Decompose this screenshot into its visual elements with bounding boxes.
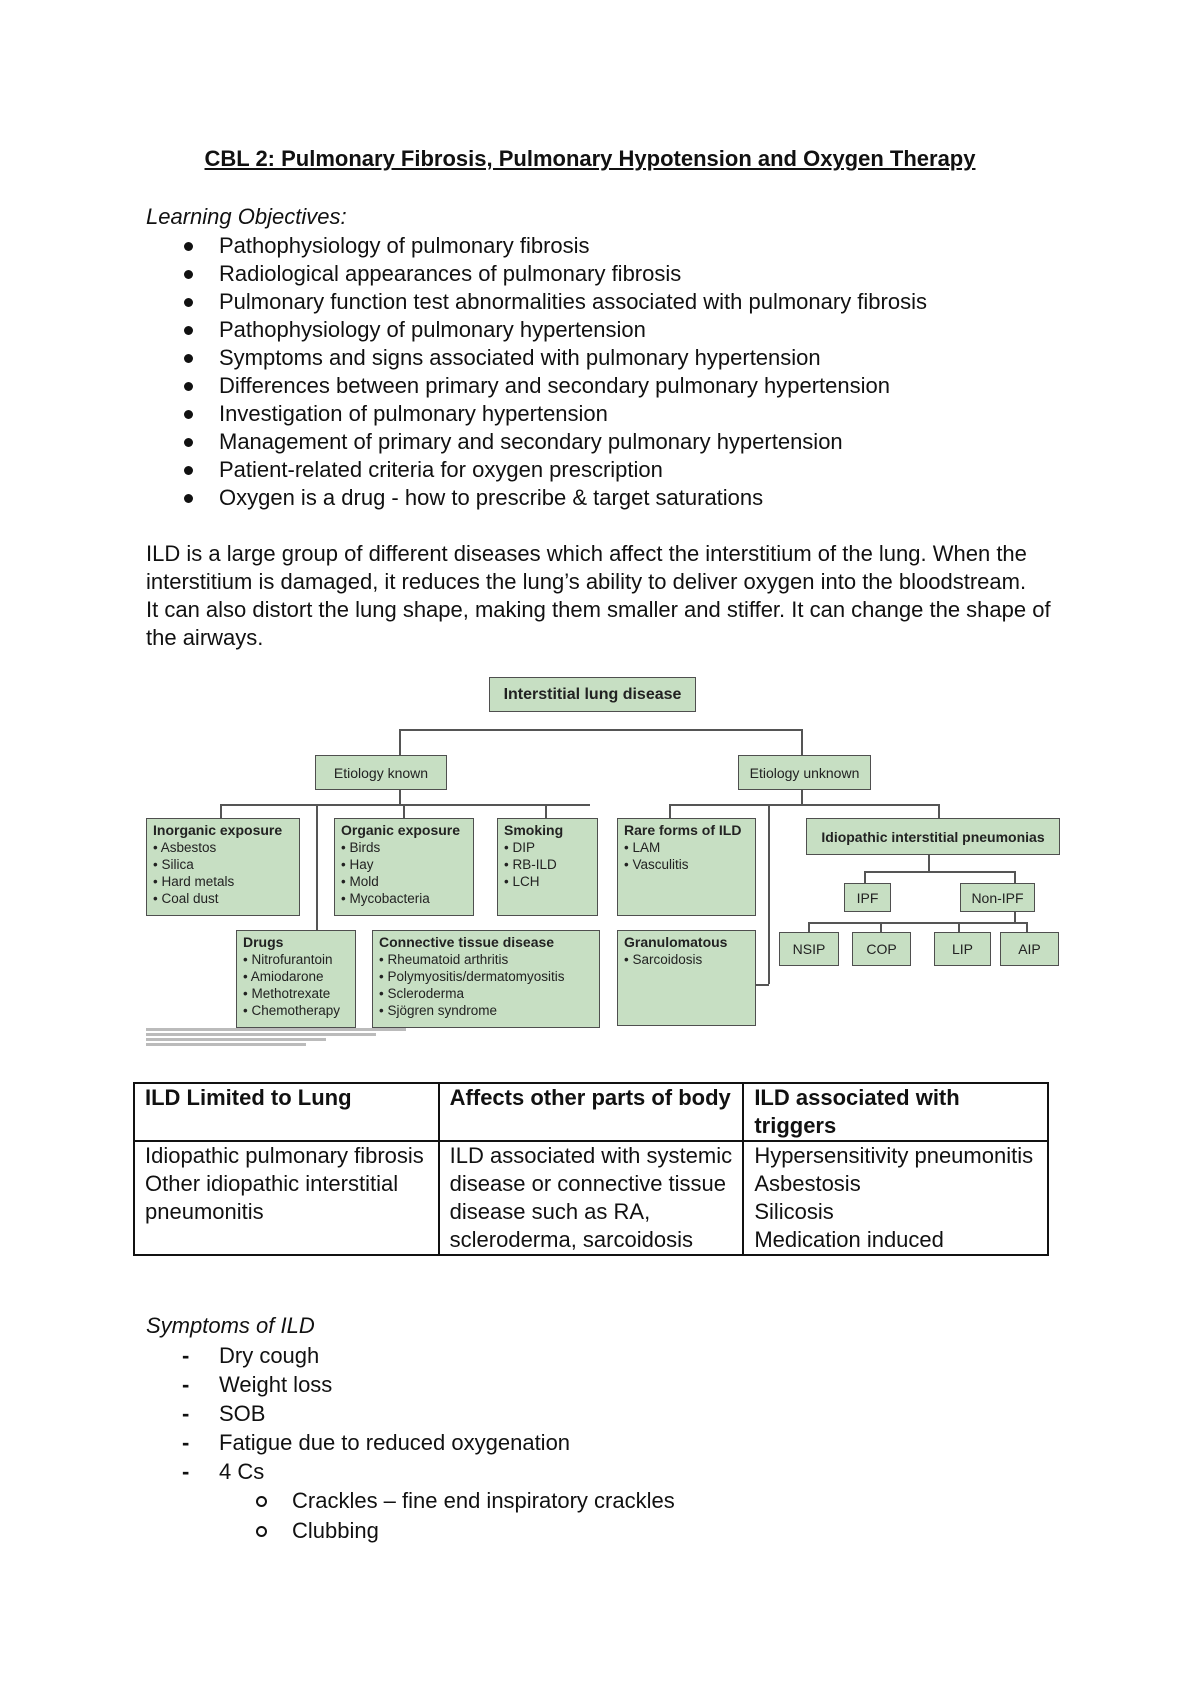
connector-line: [864, 871, 866, 883]
box-item: • Amiodarone: [243, 968, 349, 985]
table-cell: [439, 1141, 744, 1255]
cell-line: Asbestosis: [754, 1171, 861, 1196]
box-title: Connective tissue disease: [379, 934, 555, 950]
sub-list-item: Clubbing: [146, 1516, 675, 1546]
smoking-box: [497, 818, 598, 916]
diagram-root-box: Interstitial lung disease: [489, 677, 696, 712]
box-title: Drugs: [243, 934, 284, 950]
box-item: • Birds: [341, 839, 467, 856]
list-item: - 4 Cs: [146, 1457, 570, 1486]
list-item: - SOB: [146, 1399, 570, 1428]
table-row: [134, 1141, 1048, 1255]
box-title: Granulomatous: [624, 934, 728, 950]
etiology-unknown-box: Etiology unknown: [738, 755, 871, 790]
drugs-box: [236, 930, 356, 1028]
connector-line: [403, 804, 405, 818]
connector-line: [801, 790, 803, 804]
nsip-box: NSIP: [779, 932, 839, 966]
connector-line: [808, 922, 810, 932]
objectives-heading: Learning Objectives:: [146, 204, 347, 229]
cell-line: Hypersensitivity pneumonitis: [754, 1143, 1034, 1168]
ild-description: [146, 540, 1066, 652]
table-cell: [743, 1141, 1048, 1255]
cell-line: Idiopathic pulmonary fibrosis: [145, 1143, 424, 1168]
box-title: Inorganic exposure: [153, 822, 283, 838]
list-item: Differences between primary and secondary pulmonary hypertension: [146, 372, 927, 400]
idiopathic-interstitial-pneumonias-box: Idiopathic interstitial pneumonias: [806, 818, 1060, 855]
organic-exposure-box: [334, 818, 474, 916]
ild-categories-table: [133, 1082, 1049, 1256]
lip-box: LIP: [934, 932, 991, 966]
connector-line: [669, 804, 939, 806]
box-item: • Coal dust: [153, 890, 293, 907]
connector-line: [808, 922, 1026, 924]
list-item: Patient-related criteria for oxygen prescription: [146, 456, 927, 484]
list-item: Radiological appearances of pulmonary fibrosis: [146, 260, 927, 288]
non-ipf-box: Non-IPF: [960, 883, 1035, 912]
connective-tissue-disease-box: [372, 930, 600, 1028]
ild-paragraph-2: It can also distort the lung shape, making them smaller and stiffer. It can change the shape of the airways.: [146, 597, 1051, 650]
list-item: Symptoms and signs associated with pulmonary hypertension: [146, 344, 927, 372]
connector-line: [880, 922, 882, 932]
box-item: • Rheumatoid arthritis: [379, 951, 593, 968]
box-item: • Asbestos: [153, 839, 293, 856]
box-item: • Hay: [341, 856, 467, 873]
connector-line: [669, 804, 671, 818]
box-item: • Sarcoidosis: [624, 951, 749, 968]
box-item: • Scleroderma: [379, 985, 593, 1002]
table-cell: [134, 1141, 439, 1255]
connector-line: [399, 729, 801, 731]
connector-line: [220, 804, 590, 806]
box-item: • Sjögren syndrome: [379, 1002, 593, 1019]
connector-line: [938, 804, 940, 818]
list-item: Investigation of pulmonary hypertension: [146, 400, 927, 428]
connector-line: [1014, 912, 1016, 922]
box-title: Smoking: [504, 822, 564, 838]
connector-line: [768, 804, 770, 984]
list-item: - Dry cough: [146, 1341, 570, 1370]
source-citation: [146, 1028, 406, 1048]
box-title: Organic exposure: [341, 822, 461, 838]
connector-line: [220, 804, 222, 818]
box-title: Rare forms of ILD: [624, 822, 742, 838]
box-item: • LCH: [504, 873, 591, 890]
etiology-known-box: Etiology known: [315, 755, 447, 790]
box-item: • Mold: [341, 873, 467, 890]
list-item: Pulmonary function test abnormalities associated with pulmonary fibrosis: [146, 288, 927, 316]
connector-line: [864, 871, 1014, 873]
ipf-box: IPF: [844, 883, 891, 912]
list-item: Oxygen is a drug - how to prescribe & target saturations: [146, 484, 927, 512]
box-item: • Hard metals: [153, 873, 293, 890]
box-item: • Chemotherapy: [243, 1002, 349, 1019]
page-title: CBL 2: Pulmonary Fibrosis, Pulmonary Hypotension and Oxygen Therapy: [204, 146, 976, 171]
objectives-list: [146, 232, 927, 512]
table-header-row: [134, 1083, 1048, 1141]
connector-line: [399, 729, 401, 755]
connector-line: [958, 922, 960, 932]
connector-line: [1014, 871, 1016, 883]
connector-line: [928, 855, 930, 871]
connector-line: [545, 804, 547, 818]
granulomatous-box: [617, 930, 756, 1026]
connector-line: [755, 984, 769, 986]
ild-paragraph-1: ILD is a large group of different diseases which affect the interstitium of the lung. When the interstitium is damaged, it reduces the lung’s ability to deliver oxygen into the bloodstream.: [146, 541, 1027, 594]
box-item: • Mycobacteria: [341, 890, 467, 907]
symptoms-heading: Symptoms of ILD: [146, 1313, 315, 1338]
aip-box: AIP: [1000, 932, 1059, 966]
list-item: - Weight loss: [146, 1370, 570, 1399]
cell-line: Silicosis: [754, 1199, 834, 1224]
inorganic-exposure-box: [146, 818, 300, 916]
list-item: Pathophysiology of pulmonary fibrosis: [146, 232, 927, 260]
box-item: • DIP: [504, 839, 591, 856]
symptoms-list: [146, 1341, 570, 1486]
box-item: • Polymyositis/dermatomyositis: [379, 968, 593, 985]
cell-line: Other idiopathic interstitial pneumonitis: [145, 1171, 399, 1224]
connector-line: [801, 729, 803, 755]
cop-box: COP: [852, 932, 911, 966]
connector-line: [399, 790, 401, 804]
box-item: • Nitrofurantoin: [243, 951, 349, 968]
box-item: • Silica: [153, 856, 293, 873]
table-header: Affects other parts of body: [439, 1083, 744, 1141]
cell-line: Medication induced: [754, 1227, 944, 1252]
connector-line: [1026, 922, 1028, 932]
symptoms-sublist: [146, 1486, 675, 1546]
table-header: ILD Limited to Lung: [134, 1083, 439, 1141]
cell-line: ILD associated with systemic disease or connective tissue disease such as RA, scleroderma, sarcoidosis: [449, 1143, 733, 1252]
table-header: ILD associated with triggers: [743, 1083, 1048, 1141]
list-item: Pathophysiology of pulmonary hypertension: [146, 316, 927, 344]
list-item: Management of primary and secondary pulmonary hypertension: [146, 428, 927, 456]
box-item: • RB-ILD: [504, 856, 591, 873]
connector-line: [316, 804, 318, 930]
box-item: • Vasculitis: [624, 856, 749, 873]
sub-list-item: Crackles – fine end inspiratory crackles: [146, 1486, 675, 1516]
box-item: • LAM: [624, 839, 749, 856]
box-item: • Methotrexate: [243, 985, 349, 1002]
list-item: - Fatigue due to reduced oxygenation: [146, 1428, 570, 1457]
rare-forms-box: [617, 818, 756, 916]
